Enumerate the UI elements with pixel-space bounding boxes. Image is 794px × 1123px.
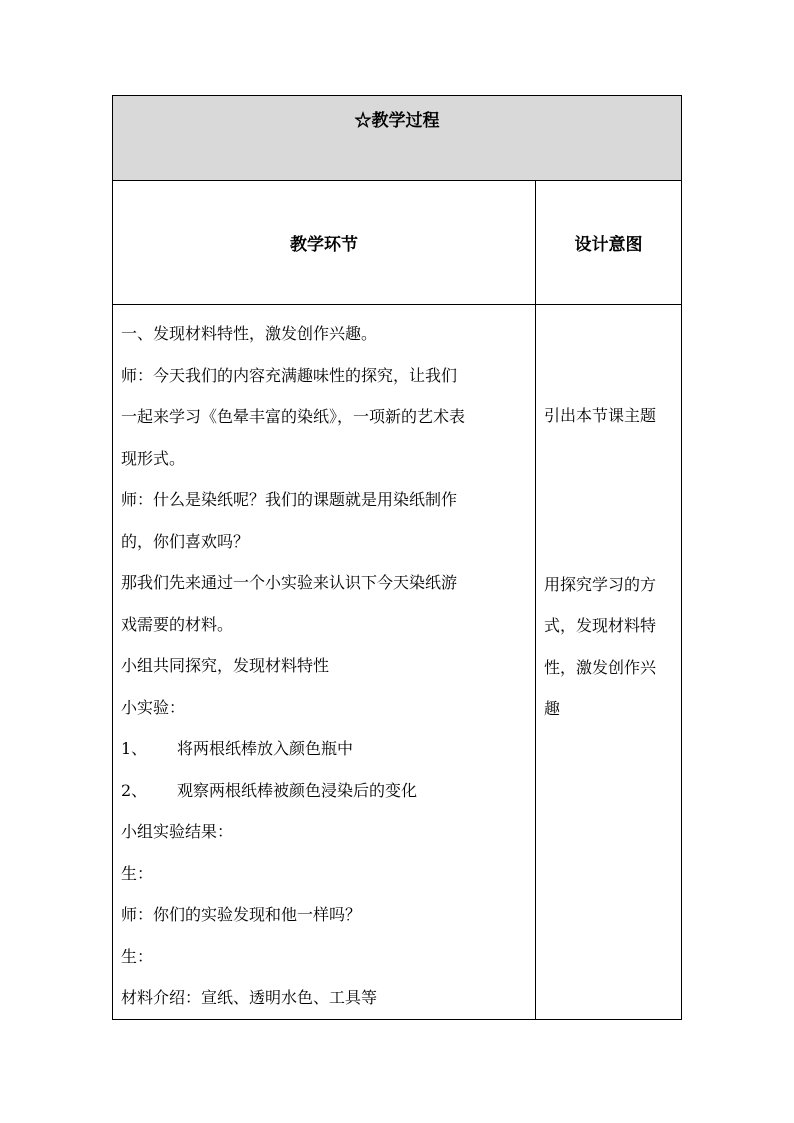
intent-line: 用探究学习的方 [544,574,657,594]
content-line: 那我们先来通过一个小实验来认识下今天染纸游 [121,573,458,592]
content-line: 生： [121,863,154,883]
intent-text: 引出本节课主题 [544,406,657,425]
teaching-content-cell [113,305,536,1020]
intent-line: 趣 [544,699,561,718]
content-line: 现形式。 [121,448,186,468]
step-text: 将两根纸棒放入颜色瓶中 [177,739,354,758]
step-number: 2、 [121,780,148,800]
content-line: 师：什么是染纸呢？我们的课题就是用染纸制作 [121,490,458,509]
design-intent-cell [536,305,682,1020]
header-teaching-step: 教学环节 [113,181,536,305]
experiment-step [121,728,527,770]
table-title-cell [113,96,682,181]
lesson-table [112,95,682,1020]
step-text: 观察两根纸棒被颜色浸染后的变化 [177,780,418,800]
content-line: 小组实验结果： [121,822,234,841]
content-line: 生： [121,946,154,966]
intent-line: 性，激发创作兴 [544,657,657,677]
header-design-intent: 设计意图 [536,181,682,305]
content-line: 戏需要的材料。 [121,614,234,634]
intent-line: 式，发现材料特 [544,616,657,635]
content-line: 一起来学习《色晕丰富的染纸》，一项新的艺术表 [121,407,466,426]
content-line: 一、发现材料特性，激发创作兴趣。 [121,324,378,343]
table-title: ☆教学过程 [354,111,440,131]
content-line: 小实验： [121,697,186,717]
step-number: 1、 [121,739,148,758]
content-line: 材料介绍：宣纸、透明水色、工具等 [121,988,378,1007]
intent-block [544,437,677,730]
content-line: 师：今天我们的内容充满趣味性的探究，让我们 [121,365,458,385]
experiment-step [121,770,527,812]
content-line: 小组共同探究，发现材料特性 [121,656,330,675]
content-line: 的，你们喜欢吗？ [121,531,250,551]
content-line: 师：你们的实验发现和他一样吗？ [121,905,362,924]
